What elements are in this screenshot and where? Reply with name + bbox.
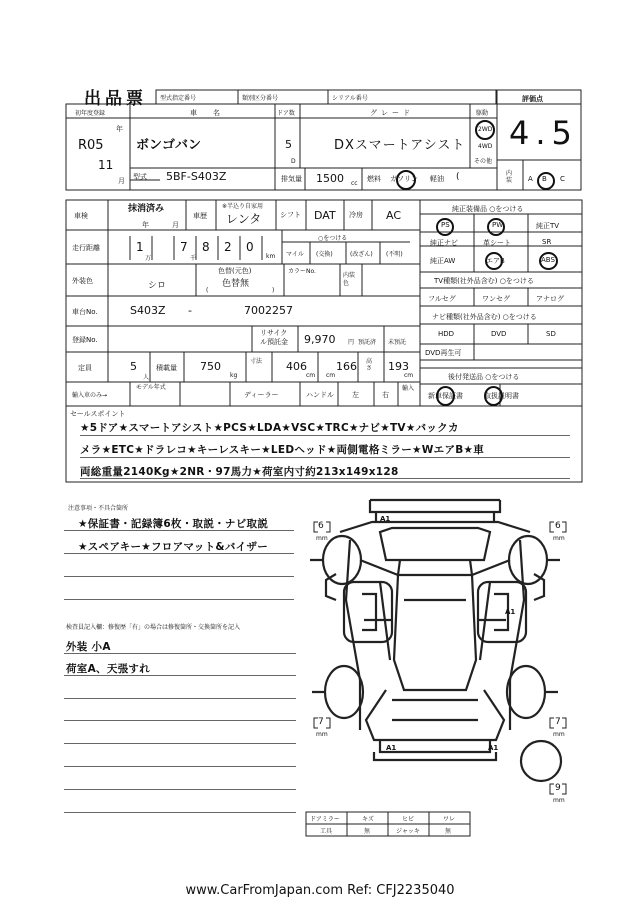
tire-rear-right: 7 (555, 717, 561, 727)
mileage-man: 万 (145, 255, 152, 262)
notes-underline (64, 553, 294, 554)
equip-airbag-circle (485, 252, 503, 270)
drive-label: 駆動 (476, 110, 489, 117)
inspector-underline (64, 653, 296, 654)
interior-color-label: 内装色 (343, 272, 356, 287)
interior-a: A (528, 175, 533, 183)
tv-analog: アナログ (536, 295, 564, 303)
inspector-underline (64, 720, 296, 721)
length-unit: cm (306, 372, 316, 379)
equip-leather: 革シート (483, 239, 511, 247)
equip-abs: ABS (541, 256, 555, 264)
inspector-label: 検査員記入欄：修復歴「有」の場合は修復箇所・交換箇所を記入 (66, 624, 241, 631)
legend-header: ヒビ (402, 816, 415, 823)
notes-underline (64, 530, 294, 531)
recycle-label: リサイクル預託金 (260, 329, 288, 346)
shaken-label: 車検 (74, 212, 88, 220)
shift: DAT (314, 209, 336, 222)
ac-label: 冷房 (349, 211, 363, 219)
first-reg-label: 初年度登録 (75, 110, 106, 117)
shaken-year: 年 (142, 221, 149, 229)
fuel-label: 燃料 (367, 175, 381, 183)
car-name-label: 車名 (190, 109, 236, 117)
footer-watermark: www.CarFromJapan.com Ref: CFJ2235040 (185, 883, 455, 898)
mileage-unit: km (266, 253, 276, 260)
tv-title: TV種類(社外品含む) ○をつける (434, 277, 534, 285)
inspector-underline (64, 766, 296, 767)
model-approval-label: 型式指定番号 (160, 95, 197, 102)
category-label: 類別区分番号 (242, 95, 279, 102)
equip-ps-circle (436, 218, 454, 236)
mileage-circle-note: ○をつける (318, 235, 348, 242)
spare-tire: 9 (555, 783, 561, 793)
history-note: ※半込り自家用 (222, 203, 264, 210)
grade-label: グレード (370, 109, 414, 117)
equip-pw-circle (487, 218, 505, 236)
color-no-label: カラーNo. (288, 268, 316, 275)
shift-label: シフト (280, 211, 301, 219)
inspector-underline (64, 789, 296, 790)
inspector-line: 荷室A、天張すれ (66, 663, 151, 675)
chassis-label: 車台No. (72, 308, 98, 316)
displacement-unit: cc (351, 180, 358, 187)
shaken-value: 抹消済み (128, 204, 165, 214)
form-title: 出品票 (84, 89, 147, 109)
tv-fullseg: フルセグ (428, 295, 456, 303)
history: レンタ (226, 212, 262, 226)
doors-suffix: D (291, 158, 296, 165)
length: 406 (286, 360, 307, 373)
equipment-title: 純正装備品 ○をつける (452, 205, 524, 213)
damage-mark-rear-right: A1 (488, 744, 499, 752)
notes-underline (64, 576, 294, 577)
after-manual-circle (484, 386, 503, 406)
notes-line: ★スペアキー★フロアマット&バイザー (78, 541, 269, 553)
legend-value: 無 (445, 828, 452, 835)
tire-front-right: 6 (555, 521, 561, 531)
sales-underline (80, 478, 570, 479)
import-title: 輸入 (402, 385, 415, 392)
legend-header: キズ (362, 816, 374, 823)
meter-opt2: (改ざん) (350, 251, 373, 258)
legend-header: ドアミラー (310, 816, 340, 823)
navi-hdd: HDD (438, 330, 455, 338)
height-label: 高さ (366, 358, 373, 372)
interior-b-circle (537, 172, 555, 190)
legend-value: 無 (364, 828, 371, 835)
chassis-dash: - (188, 304, 192, 317)
damage-mark-side: A1 (505, 608, 516, 616)
after-manual: 取扱説明書 (484, 392, 519, 400)
inspector-underline (64, 812, 296, 813)
meter-opt3: (不明) (386, 251, 403, 258)
first-reg-month: 11 (98, 158, 114, 172)
doors-label: ドア数 (277, 110, 295, 117)
equip-aw: 純正AW (430, 257, 456, 265)
equip-abs-circle (539, 252, 558, 270)
notes-underline (64, 599, 294, 600)
sales-underline (80, 457, 570, 458)
ac: AC (386, 209, 402, 222)
displacement: 1500 (316, 172, 344, 185)
sales-point-line: メラ★ETC★ドラレコ★キーレスキー★LEDヘッド★両側電格ミラー★WエアB★車 (80, 444, 485, 456)
damage-mark-front: A1 (380, 515, 391, 523)
fuel-gasoline: ガソリン (390, 175, 418, 183)
chassis-number: 7002257 (244, 304, 293, 317)
reg-no-label: 登録No. (72, 336, 98, 344)
car-name: ボンゴバン (136, 138, 202, 153)
interior-label: 内装 (506, 170, 513, 184)
navi-sd: SD (546, 330, 556, 338)
month-suffix: 月 (118, 177, 125, 185)
after-warranty: 新車保証書 (428, 392, 463, 400)
handle-left: 左 (352, 391, 359, 399)
exterior-color: シロ (148, 281, 167, 291)
tire-front-left: 6 (318, 521, 324, 531)
serial-label: シリアル番号 (332, 95, 368, 102)
notes-label: 注意事項・不具合箇所 (68, 505, 129, 512)
inspector-underline (64, 743, 296, 744)
legend-value: ジャッキ (396, 828, 420, 835)
mileage-digit: 7 (180, 240, 188, 254)
tire-unit: mm (553, 535, 565, 542)
model-year-label: モデル年式 (136, 384, 166, 391)
mileage-label: 走行距離 (72, 244, 100, 252)
equip-tv: 純正TV (536, 222, 560, 230)
meter-label: マイル (286, 251, 304, 258)
displacement-label: 排気量 (281, 175, 302, 183)
mileage-digit: 1 (136, 240, 144, 254)
interior-c: C (560, 175, 565, 183)
height-unit: cm (404, 372, 414, 379)
chassis-prefix: S403Z (130, 304, 166, 317)
mileage-digit: 2 (224, 240, 232, 254)
type-label: 型式 (133, 173, 147, 181)
handle-right: 右 (382, 391, 389, 399)
history-label: 車歴 (193, 212, 207, 220)
navi-dvd-play: DVD再生可 (425, 349, 462, 357)
load-unit: kg (230, 372, 238, 379)
equip-sr: SR (542, 238, 552, 246)
notes-line: ★保証書・記録簿6枚・取説・ナビ取説 (78, 518, 269, 530)
shaken-month: 月 (172, 221, 179, 229)
grade: DXスマートアシスト (334, 138, 466, 153)
handle-label: ハンドル (306, 391, 334, 399)
color-change-label: 色替(元色) (218, 267, 252, 275)
recycle-paid: 預託済 (358, 339, 377, 346)
fuel-gasoline-circle (396, 170, 416, 190)
doors: 5 (285, 138, 292, 151)
legend-value: 工具 (320, 828, 333, 835)
mileage-digit: 0 (246, 240, 254, 254)
dealer-label: ディーラー (244, 391, 279, 399)
recycle-unit: 円 (348, 339, 355, 346)
interior-b: B (542, 175, 547, 183)
width-unit: cm (326, 372, 336, 379)
sales-underline (80, 435, 570, 436)
tire-unit: mm (316, 535, 328, 542)
tv-oneseg: ワンセグ (482, 295, 510, 303)
navi-title: ナビ種類(社外品含む) ○をつける (432, 313, 537, 321)
fuel-light-oil: 軽油 (430, 175, 444, 183)
recycle-amount: 9,970 (304, 333, 336, 346)
drive-4wd: 4WD (478, 143, 493, 150)
load: 750 (200, 360, 221, 373)
tire-rear-left: 7 (318, 717, 324, 727)
exterior-color-label: 外装色 (72, 277, 93, 285)
import-label: 輸入車のみ→ (72, 392, 108, 399)
sales-point-line: ★5ドア★スマートアシスト★PCS★LDA★VSC★TRC★ナビ★TV★バックカ (80, 422, 459, 434)
equip-ps: PS (441, 221, 450, 229)
drive-other: その他 (474, 158, 493, 165)
dimensions-label: 寸法 (250, 358, 263, 365)
height: 193 (388, 360, 409, 373)
drive-2wd-circle (475, 120, 495, 140)
first-reg-year: R05 (78, 138, 104, 153)
load-label: 積載量 (156, 364, 177, 372)
meter-opt1: (交換) (316, 251, 333, 258)
fuel-bracket-icon: ( (456, 172, 460, 182)
capacity-unit: 人 (143, 374, 150, 381)
drive-2wd: 2WD (478, 126, 493, 133)
sales-point-line: 両総重量2140Kg★2NR・97馬力★荷室内寸約213x149x128 (80, 466, 399, 478)
bracket-open-icon: ( (206, 287, 209, 294)
score-label: 評価点 (522, 95, 543, 103)
tire-unit: mm (553, 797, 565, 804)
year-suffix: 年 (116, 125, 123, 133)
score-value: 4.5 (509, 114, 578, 152)
inspector-underline (64, 698, 296, 699)
bracket-close-icon: ) (272, 287, 275, 294)
navi-dvd: DVD (491, 330, 507, 338)
sales-points-label: セールスポイント (70, 410, 126, 418)
equip-navi: 純正ナビ (430, 239, 458, 247)
after-warranty-circle (436, 386, 455, 406)
equip-airbag: エアB (486, 257, 505, 265)
mileage-digit: 8 (202, 240, 210, 254)
after-title: 後付発送品 ○をつける (448, 373, 520, 381)
capacity: 5 (130, 360, 137, 373)
width: 166 (336, 360, 357, 373)
type: 5BF-S403Z (166, 170, 227, 183)
color-change-value: 色替無 (222, 279, 250, 289)
inspector-line: 外装 小A (66, 641, 111, 653)
capacity-label: 定員 (78, 364, 92, 372)
legend-header: ワレ (443, 816, 456, 823)
tire-unit: mm (553, 731, 565, 738)
damage-mark-rear-left: A1 (386, 744, 397, 752)
recycle-unpaid: 未預託 (388, 339, 407, 346)
mileage-sen: 千 (190, 255, 197, 262)
equip-pw: PW (492, 221, 504, 229)
tire-unit: mm (316, 731, 328, 738)
inspector-underline (64, 675, 296, 676)
